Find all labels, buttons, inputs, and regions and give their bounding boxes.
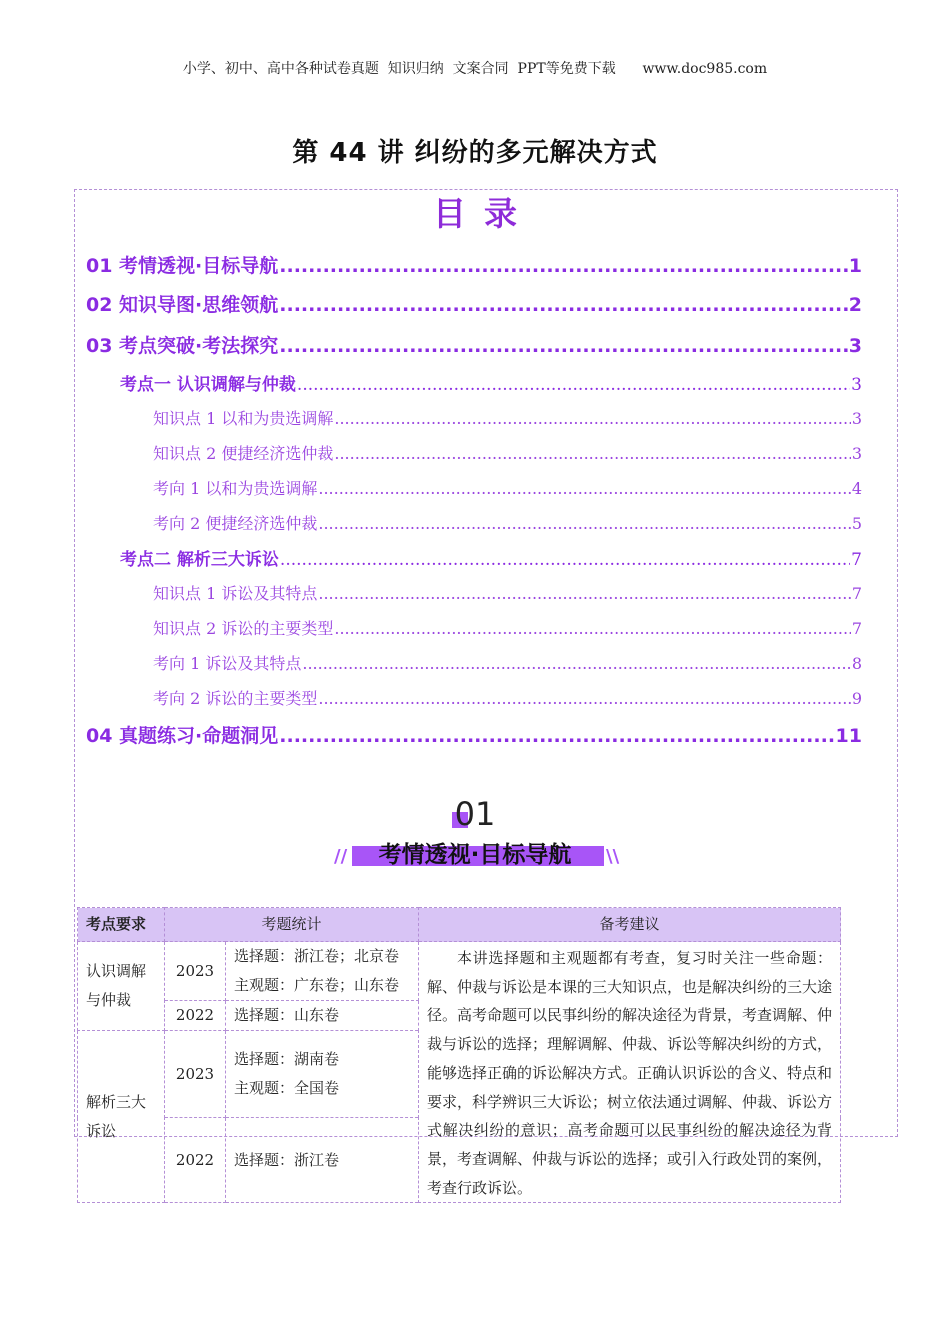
toc-item-page: 3 <box>851 375 862 395</box>
toc-item-label: 知识点 2 诉讼的主要类型 <box>153 619 334 638</box>
toc-item-label: 考向 2 诉讼的主要类型 <box>153 689 318 708</box>
toc-item[interactable] <box>153 581 862 604</box>
toc-item-page: 2 <box>848 294 862 316</box>
advice-cell: 本讲选择题和主观题都有考查，复习时关注一些命题：解、仲裁与诉讼是本课的三大知识点，也是解决纠纷的三大途径。高考命题可以民事纠纷的解决途径为背景，考查调解、仲裁与诉讼的选择；理解调解、仲裁、诉讼等解决纠纷的方式，能够选择正确的诉讼解决方式。正确认识诉讼的含义、特点和要求，科学辨识三大诉讼；树立依法通过调解、仲裁、诉讼方式解决纠纷的意识；高考命题可以民事纠纷的解决途径为背景，考查调解、仲裁与诉讼的选择；或引入行政处罚的案例，考查行政诉讼。 <box>419 942 841 1203</box>
column-header: 备考建议 <box>419 908 841 942</box>
stats-cell: 选择题：湖南卷 主观题：全国卷 <box>226 1031 419 1118</box>
toc-item-label: 02 知识导图·思维领航 <box>86 294 279 316</box>
toc-item-label: 考向 1 诉讼及其特点 <box>153 654 302 673</box>
stats-cell: 选择题：浙江卷 <box>226 1118 419 1203</box>
header-site-link[interactable]: www.doc985.com <box>642 61 768 77</box>
toc-item[interactable] <box>153 511 862 534</box>
toc-item-label: 考向 1 以和为贵选调解 <box>153 479 318 498</box>
toc-item[interactable] <box>153 616 862 639</box>
toc-item-label: 考点二 解析三大诉讼 <box>120 550 279 570</box>
toc-heading: 目录 <box>433 194 535 233</box>
toc-item[interactable] <box>86 721 862 748</box>
toc-item[interactable] <box>86 331 862 358</box>
topic-cell: 解析三大诉讼 <box>78 1031 165 1203</box>
year-cell: 2022 <box>165 1118 226 1203</box>
toc-item-label: 知识点 1 以和为贵选调解 <box>153 409 334 428</box>
exam-stats-table <box>77 907 841 1203</box>
left-slash-icon: // <box>334 846 348 867</box>
section-number: 01 <box>454 795 496 833</box>
stats-cell: 选择题：浙江卷；北京卷 主观题：广东卷；山东卷 <box>226 942 419 1001</box>
toc-item[interactable] <box>153 441 862 464</box>
year-cell: 2023 <box>165 1031 226 1118</box>
toc-item[interactable] <box>153 686 862 709</box>
right-slash-icon: \\ <box>606 846 620 867</box>
toc-item-page: 9 <box>851 689 862 708</box>
toc-item[interactable] <box>86 290 862 317</box>
toc-item[interactable] <box>120 545 862 570</box>
header-text: 小学、初中、高中各种试卷真题 知识归纳 文案合同 PPT等免费下载 <box>182 61 616 77</box>
toc-item-page: 5 <box>851 514 862 533</box>
toc-item-label: 知识点 2 便捷经济选仲裁 <box>153 444 334 463</box>
toc-item[interactable] <box>153 406 862 429</box>
toc-item-label: 考向 2 便捷经济选仲裁 <box>153 514 318 533</box>
toc-item[interactable] <box>153 476 862 499</box>
table-row <box>78 942 841 1001</box>
year-cell: 2022 <box>165 1001 226 1031</box>
toc-item-page: 4 <box>851 479 862 498</box>
toc-item-label: 考点一 认识调解与仲裁 <box>120 375 296 395</box>
column-header: 考点要求 <box>78 908 165 942</box>
year-cell: 2023 <box>165 942 226 1001</box>
toc-item-page: 3 <box>848 335 862 357</box>
stats-cell: 选择题：山东卷 <box>226 1001 419 1031</box>
toc-item-page: 3 <box>851 444 862 463</box>
page-header <box>0 58 950 78</box>
toc-item-page: 7 <box>851 584 862 603</box>
table-header-row <box>78 908 841 942</box>
section-title: 考情透视·目标导航 <box>378 842 572 868</box>
toc-item[interactable] <box>86 251 862 278</box>
toc-item-page: 3 <box>851 409 862 428</box>
toc-item[interactable] <box>120 370 862 395</box>
toc-item-label: 01 考情透视·目标导航 <box>86 255 279 277</box>
toc-item-label: 知识点 1 诉讼及其特点 <box>153 584 318 603</box>
toc-item-page: 7 <box>851 619 862 638</box>
toc-item-page: 1 <box>848 255 862 277</box>
document-title: 第 44 讲 纠纷的多元解决方式 <box>292 138 658 168</box>
column-header: 考题统计 <box>165 908 419 942</box>
toc-item-page: 7 <box>851 550 862 570</box>
toc-item-page: 8 <box>851 654 862 673</box>
toc-item-label: 03 考点突破·考法探究 <box>86 335 279 357</box>
toc-item-label: 04 真题练习·命题洞见 <box>86 725 279 747</box>
toc-item-page: 11 <box>835 725 862 747</box>
topic-cell: 认识调解与仲裁 <box>78 942 165 1031</box>
toc-item[interactable] <box>153 651 862 674</box>
